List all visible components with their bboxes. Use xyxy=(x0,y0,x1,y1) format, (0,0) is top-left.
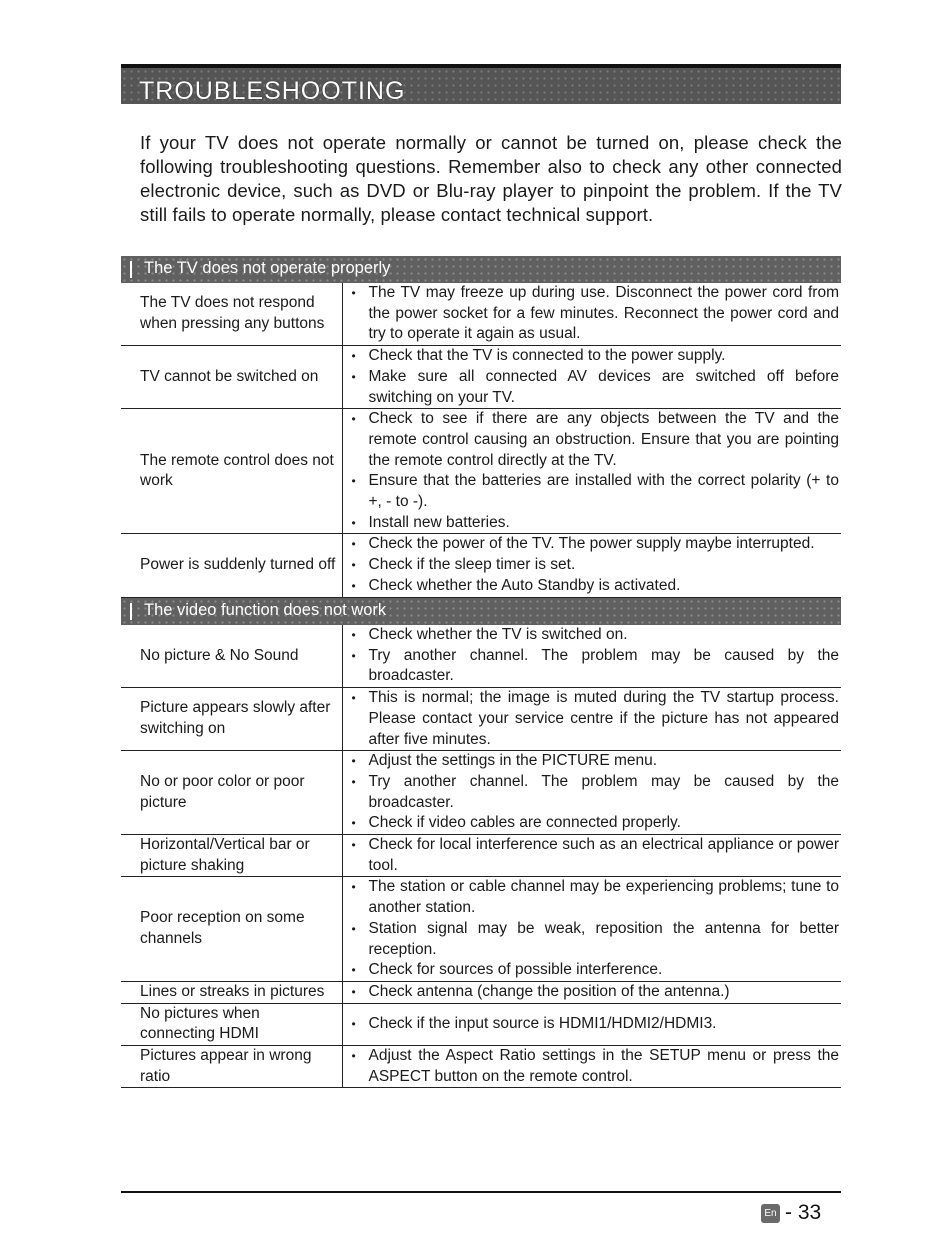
solution-cell xyxy=(342,346,841,409)
solution-list xyxy=(352,982,840,1003)
language-badge-icon: En xyxy=(761,1204,780,1223)
solution-item: • Check antenna (change the position of the antenna.) xyxy=(352,982,840,1003)
table-row xyxy=(121,688,841,751)
table-row xyxy=(121,534,841,597)
problem-cell: TV cannot be switched on xyxy=(121,346,342,409)
solution-list xyxy=(352,625,840,687)
section-marker xyxy=(130,261,132,278)
solution-cell xyxy=(342,409,841,534)
solution-item: • Check whether the TV is switched on. xyxy=(352,625,840,646)
problem-cell: Lines or streaks in pictures xyxy=(121,981,342,1003)
table-row xyxy=(121,981,841,1003)
troubleshooting-table-tv xyxy=(121,283,841,598)
solution-item: • The station or cable channel may be experiencing problems; tune to another station. xyxy=(352,877,840,918)
troubleshooting-table-video xyxy=(121,625,841,1088)
solution-item: • Check whether the Auto Standby is activated. xyxy=(352,576,840,597)
solution-list xyxy=(352,1046,840,1087)
solution-item: • The TV may freeze up during use. Disconnect the power cord from the power socket for a few minutes. Reconnect the power cord and try to operate it again as usual. xyxy=(352,283,840,345)
table-row xyxy=(121,409,841,534)
solution-item: • Check that the TV is connected to the power supply. xyxy=(352,346,840,367)
problem-cell: No pictures when connecting HDMI xyxy=(121,1003,342,1045)
table-row xyxy=(121,625,841,688)
solution-item: • Check the power of the TV. The power supply maybe interrupted. xyxy=(352,534,840,555)
intro-paragraph: If your TV does not operate normally or cannot be turned on, please check the following troubleshooting questions. Remember also to check any other connected electronic device, such as DVD or Blu-ray player to pinpoint the problem. If the TV still fails to operate normally, please contact technical support. xyxy=(140,132,842,225)
problem-cell: The remote control does not work xyxy=(121,409,342,534)
solution-cell xyxy=(342,283,841,346)
table-row xyxy=(121,877,841,982)
section-header-video-function xyxy=(121,598,841,625)
page-number: - 33 xyxy=(785,1201,822,1224)
table-row xyxy=(121,835,841,877)
solution-cell xyxy=(342,835,841,877)
problem-cell: Picture appears slowly after switching on xyxy=(121,688,342,751)
table-row xyxy=(121,751,841,835)
solution-cell xyxy=(342,751,841,835)
solution-list xyxy=(352,751,840,834)
problem-cell: Horizontal/Vertical bar or picture shaking xyxy=(121,835,342,877)
solution-item: • Check if the input source is HDMI1/HDMI2/HDMI3. xyxy=(352,1014,840,1035)
solution-item: • Try another channel. The problem may be caused by the broadcaster. xyxy=(352,772,840,813)
solution-list xyxy=(352,534,840,596)
table-row xyxy=(121,1003,841,1045)
section-header-tv-not-operating xyxy=(121,256,841,283)
solution-cell xyxy=(342,688,841,751)
table-row xyxy=(121,283,841,346)
table-row xyxy=(121,346,841,409)
solution-cell xyxy=(342,877,841,982)
solution-cell xyxy=(342,625,841,688)
solution-item: • Try another channel. The problem may be caused by the broadcaster. xyxy=(352,646,840,687)
page-title-banner xyxy=(121,64,841,104)
section-title: The video function does not work xyxy=(144,601,387,619)
problem-cell: Pictures appear in wrong ratio xyxy=(121,1046,342,1088)
section-title: The TV does not operate properly xyxy=(144,259,391,277)
section-marker xyxy=(130,603,132,620)
table-row xyxy=(121,1046,841,1088)
solution-item: • Adjust the Aspect Ratio settings in the SETUP menu or press the ASPECT button on the remote control. xyxy=(352,1046,840,1087)
solution-item: • Install new batteries. xyxy=(352,513,840,534)
page-title: TROUBLESHOOTING xyxy=(139,77,406,105)
problem-cell: Poor reception on some channels xyxy=(121,877,342,982)
problem-cell: The TV does not respond when pressing any buttons xyxy=(121,283,342,346)
solution-item: • Check for sources of possible interference. xyxy=(352,960,840,981)
solution-list xyxy=(352,409,840,533)
problem-cell: No or poor color or poor picture xyxy=(121,751,342,835)
solution-list xyxy=(352,688,840,750)
solution-item: • Check if the sleep timer is set. xyxy=(352,555,840,576)
solution-cell xyxy=(342,534,841,597)
solution-list xyxy=(352,283,840,345)
problem-cell: Power is suddenly turned off xyxy=(121,534,342,597)
solution-item: • Check for local interference such as an electrical appliance or power tool. xyxy=(352,835,840,876)
footer-rule xyxy=(121,1191,841,1193)
solution-item: • Check to see if there are any objects between the TV and the remote control causing an obstruction. Ensure that you are pointing the remote control directly at the TV. xyxy=(352,409,840,471)
solution-item: • This is normal; the image is muted during the TV startup process. Please contact your service centre if the picture has not appeared after five minutes. xyxy=(352,688,840,750)
solution-item: • Adjust the settings in the PICTURE menu. xyxy=(352,751,840,772)
problem-cell: No picture & No Sound xyxy=(121,625,342,688)
solution-cell xyxy=(342,1003,841,1045)
solution-item: • Make sure all connected AV devices are switched off before switching on your TV. xyxy=(352,367,840,408)
solution-item: • Station signal may be weak, reposition the antenna for better reception. xyxy=(352,919,840,960)
solution-list xyxy=(352,877,840,981)
solution-list xyxy=(352,835,840,876)
solution-item: • Check if video cables are connected properly. xyxy=(352,813,840,834)
solution-item: • Ensure that the batteries are installed with the correct polarity (+ to +, - to -). xyxy=(352,471,840,512)
solution-cell xyxy=(342,981,841,1003)
solution-cell xyxy=(342,1046,841,1088)
solution-list xyxy=(352,346,840,408)
solution-list xyxy=(352,1014,840,1035)
